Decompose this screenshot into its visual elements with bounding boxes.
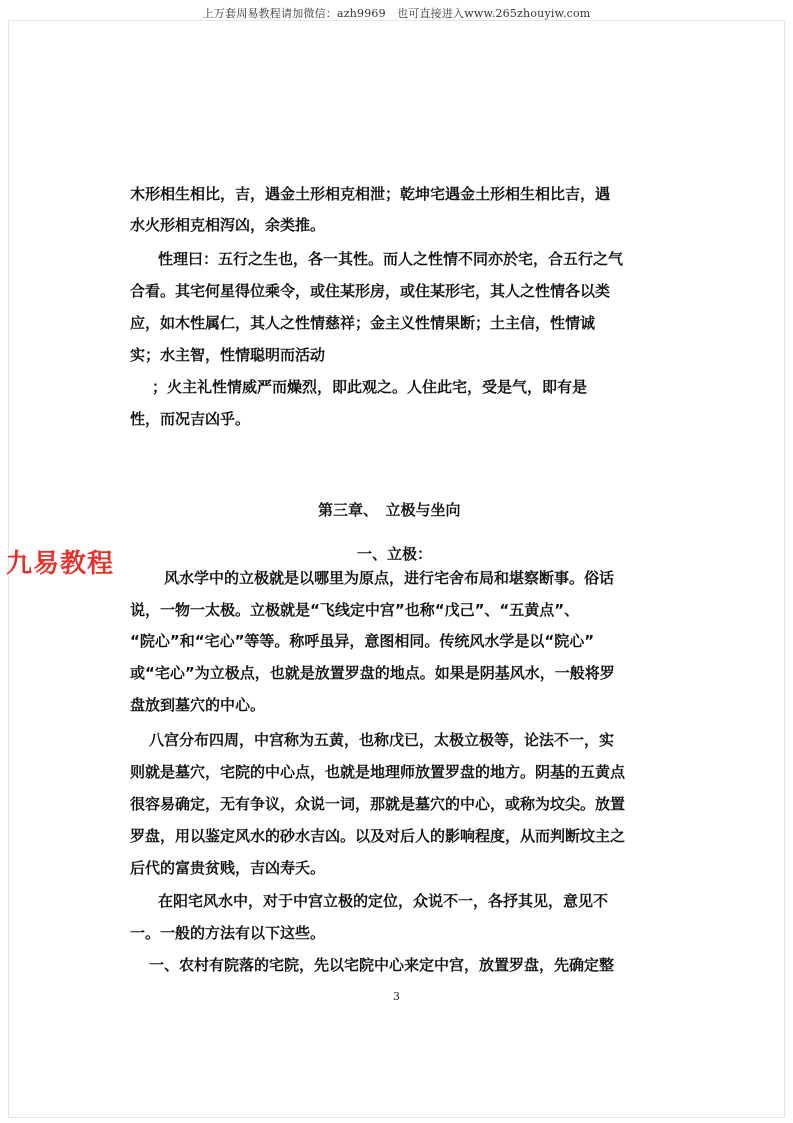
section-line: 罗盘，用以鉴定风水的砂水吉凶。以及对后人的影响程度，从而判断坟主之 bbox=[130, 827, 626, 845]
section-line: 风水学中的立极就是以哪里为原点，进行宅舍布局和堪察断事。俗话 bbox=[164, 569, 615, 587]
section-line: 很容易确定，无有争议，众说一词，那就是墓穴的中心，或称为坟尖。放置 bbox=[130, 795, 626, 813]
body-line: 应，如木性属仁，其人之性情慈祥；金主义性情果断；土主信，性情诚 bbox=[130, 314, 596, 332]
body-line: ；火主礼性情威严而燥烈，即此观之。人住此宅，受是气，即有是 bbox=[152, 378, 588, 396]
section-line: 后代的富贵贫贱，吉凶寿夭。 bbox=[130, 859, 326, 877]
section-line: 在阳宅风水中，对于中宫立极的定位，众说不一，各抒其见，意见不 bbox=[158, 892, 609, 910]
section-line: 八宫分布四周，中宫称为五黄，也称戊已，太极立极等，论法不一，实 bbox=[149, 731, 615, 749]
header-note: 上万套周易教程请加微信：azh9969 也可直接进入www.265zhouyiw.com bbox=[202, 7, 591, 20]
section-line: 一、农村有院落的宅院，先以宅院中心来定中宫，放置罗盘，先确定整 bbox=[149, 956, 615, 974]
section-title: 一、立极： bbox=[357, 545, 433, 563]
section-line: 一。一般的方法有以下这些。 bbox=[130, 924, 326, 942]
chapter-title: 第三章、 立极与坐向 bbox=[318, 501, 461, 519]
body-line: 合看。其宅何星得位乘令，或住某形房，或住某形宅，其人之性情各以类 bbox=[130, 282, 611, 300]
section-line: 盘放到墓穴的中心。 bbox=[130, 696, 266, 714]
page-number: 3 bbox=[393, 990, 400, 1003]
section-line: “院心”和“宅心”等等。称呼虽异，意图相同。传统风水学是以“院心” bbox=[130, 632, 595, 650]
body-line: 水火形相克相泻凶，余类推。 bbox=[130, 216, 326, 234]
body-line: 木形相生相比，吉，遇金土形相克相泄；乾坤宅遇金土形相生相比吉，遇 bbox=[130, 185, 611, 203]
watermark-logo: 九易教程 bbox=[6, 549, 115, 579]
body-line: 性，而况吉凶乎。 bbox=[130, 410, 251, 428]
section-line: 说，一物一太极。立极就是“飞线定中宫”也称“戊己”、“五黄点”、 bbox=[130, 601, 580, 619]
section-line: 则就是墓穴，宅院的中心点，也就是地理师放置罗盘的地方。阴基的五黄点 bbox=[130, 763, 626, 781]
body-line: 性理曰：五行之生也，各一其性。而人之性情不同亦於宅，合五行之气 bbox=[158, 250, 624, 268]
section-line: 或“宅心”为立极点，也就是放置罗盘的地点。如果是阴基风水，一般将罗 bbox=[130, 664, 615, 682]
body-line: 实；水主智，性情聪明而活动 bbox=[130, 346, 326, 364]
